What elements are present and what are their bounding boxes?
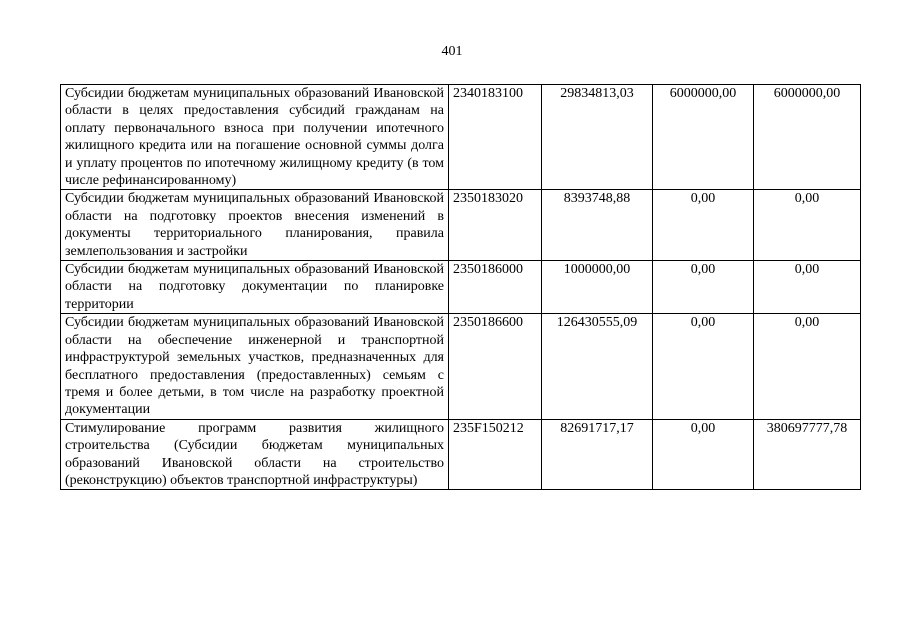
row-value-1: 126430555,09 <box>542 314 653 419</box>
row-value-2: 0,00 <box>653 314 754 419</box>
row-description-cell <box>61 314 449 419</box>
row-code: 2350186600 <box>449 314 542 419</box>
row-value-3: 0,00 <box>754 314 861 419</box>
row-description: Субсидии бюджетам муниципальных образований Ивановской области в целях предоставления субсидий гражданам на оплату первоначального взноса при получении ипотечного жилищного кредита или на погашение основной суммы долга и уплату процентов по ипотечному жилищному кредиту (в том числе рефинансированному) <box>65 86 444 189</box>
row-description-cell <box>61 85 449 190</box>
row-value-2: 0,00 <box>653 419 754 490</box>
row-description: Субсидии бюджетам муниципальных образований Ивановской области на подготовку документации по планировке территории <box>65 262 444 312</box>
row-value-1: 82691717,17 <box>542 419 653 490</box>
row-value-3: 380697777,78 <box>754 419 861 490</box>
row-description: Стимулирование программ развития жилищного строительства (Субсидии бюджетам муниципальных образований Ивановской области на строительство (реконструкцию) объектов транспортной инфраструктуры) <box>65 420 444 488</box>
row-description-cell <box>61 419 449 490</box>
budget-table <box>60 84 861 490</box>
row-code: 2340183100 <box>449 85 542 190</box>
row-code: 2350186000 <box>449 261 542 314</box>
row-value-3: 0,00 <box>754 190 861 261</box>
row-description: Субсидии бюджетам муниципальных образований Ивановской области на обеспечение инженерной и транспортной инфраструктурой земельных участков, предназначенных для бесплатного предоставления (предоставленных) семьям с тремя и более детьми, в том числе на разработку проектной документации <box>65 315 444 418</box>
row-value-1: 8393748,88 <box>542 190 653 261</box>
page-number: 401 <box>441 44 463 59</box>
table-row <box>61 261 861 314</box>
row-code: 2350183020 <box>449 190 542 261</box>
row-value-3: 6000000,00 <box>754 85 861 190</box>
row-value-3: 0,00 <box>754 261 861 314</box>
row-code: 235F150212 <box>449 419 542 490</box>
table-row <box>61 419 861 490</box>
row-value-1: 29834813,03 <box>542 85 653 190</box>
row-description: Субсидии бюджетам муниципальных образований Ивановской области на подготовку проектов внесения изменений в документы территориального планирования, правила землепользования и застройки <box>65 191 444 259</box>
row-description-cell <box>61 261 449 314</box>
table-row <box>61 190 861 261</box>
table-row <box>61 85 861 190</box>
table-row <box>61 314 861 419</box>
row-value-1: 1000000,00 <box>542 261 653 314</box>
row-value-2: 0,00 <box>653 190 754 261</box>
row-value-2: 6000000,00 <box>653 85 754 190</box>
row-description-cell <box>61 190 449 261</box>
row-value-2: 0,00 <box>653 261 754 314</box>
